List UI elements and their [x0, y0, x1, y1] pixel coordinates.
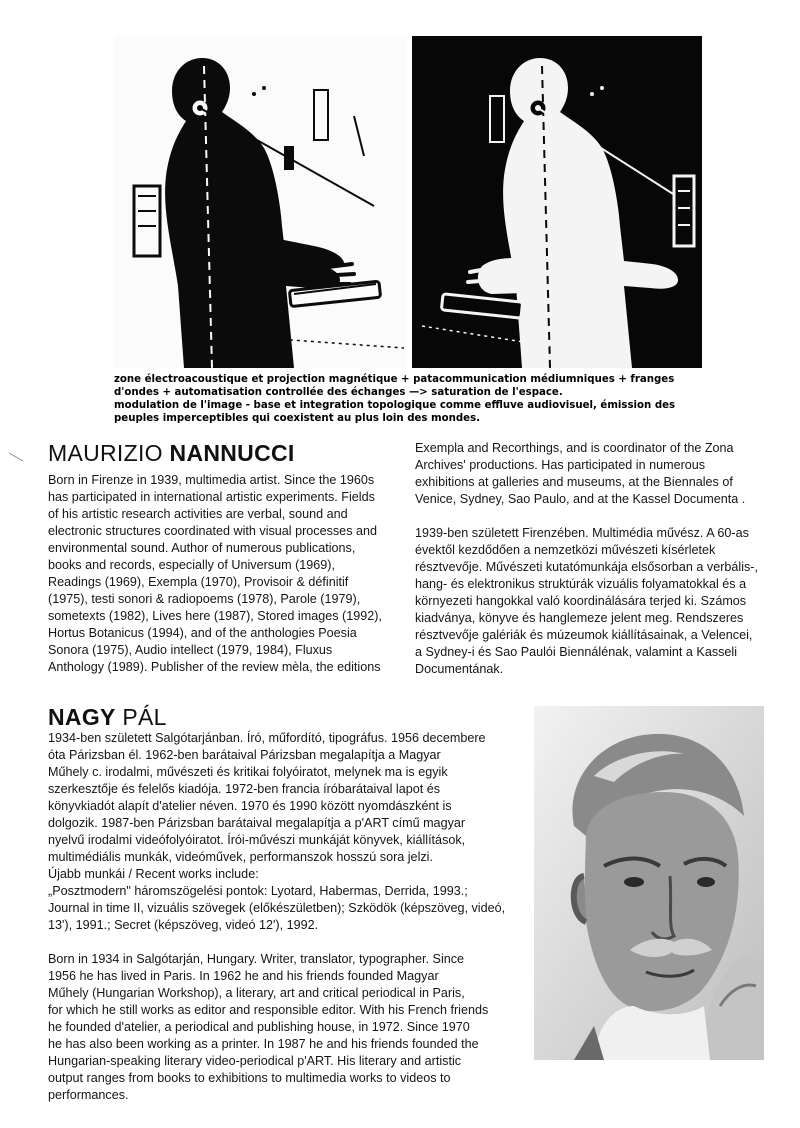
artwork-right-image [412, 36, 702, 368]
bio-line-hu: Documentának. [415, 662, 504, 676]
bio-line-hu: környezeti hangokkal való koordinálására terjed ki. Számos [415, 594, 747, 608]
figure-silhouette-black [114, 36, 406, 368]
bio-line: Anthology (1989). Publisher of the review mèla, the editions [48, 660, 381, 674]
nannucci-first-name: MAURIZIO [48, 440, 163, 466]
bio-line-en: he founded d'atelier, a periodical and publishing house, in 1972. Since 1970 [48, 1020, 470, 1034]
bio-line-hu: évektől kezdődően a nemzetközi művészeti kísérletek [415, 543, 716, 557]
bio-line: Hortus Botanicus (1994), and of the anthologies Poesia [48, 626, 357, 640]
bio-line: Born in Firenze in 1939, multimedia artist. Since the 1960s [48, 473, 375, 487]
caption-line: modulation de l'image - base et integration topologique comme effluve audiovisuel, émission des [114, 400, 676, 411]
bio-line: Sonora (1975), Audio intellect (1979, 1984), Fluxus [48, 643, 333, 657]
bio-line-hu: multimédiális munkák, videóművek, performanszok hosszú sora jelzi. [48, 850, 433, 864]
bio-line-hu: Műhely c. irodalmi, művészeti és kritikai folyóiratot, melynek ma is egyik [48, 765, 448, 779]
bio-line-en: Born in 1934 in Salgótarján, Hungary. Writer, translator, typographer. Since [48, 952, 465, 966]
nagy-bio [48, 730, 528, 1104]
bio-line-en: 1956 he has lived in Paris. In 1962 he and his friends founded Magyar [48, 969, 439, 983]
bio-line-hu: a Sydney-i és Sao Paulói Biennálénak, valamint a Kasseli [415, 645, 738, 659]
bio-line: Readings (1969), Exempla (1970), Provisoir & définitif [48, 575, 349, 589]
caption-line: d'ondes + automatisation controllée des échanges —> saturation de l'espace. [114, 387, 563, 398]
bio-line-en: Műhely (Hungarian Workshop), a literary, art and critical periodical in Paris, [48, 986, 465, 1000]
bio-line-hu: nyelvű irodalmi videófolyóiratot. Írói-művészi munkáját könyvek, kiállítások, [48, 833, 466, 847]
pencil-mark [8, 452, 24, 462]
bio-line-hu: szerkesztője és felelős kiadója. 1972-ben francia íróbarátaival lapot és [48, 782, 441, 796]
nannucci-last-name: NANNUCCI [169, 440, 295, 466]
works-heading: Újabb munkái / Recent works include: [48, 867, 259, 881]
bio-line-en: output ranges from books to exhibitions to multimedia works to videos to [48, 1071, 451, 1085]
bio-line: of his artistic research activities are verbal, sound and [48, 507, 348, 521]
bio-line: Exempla and Recorthings, and is coordinator of the Zona [415, 441, 734, 455]
portrait-image [534, 706, 764, 1060]
works-line: 13'), 1991.; Secret (képszöveg, videó 12'), 1992. [48, 918, 319, 932]
bio-line-hu: hang- és elektronikus struktúrák vizuális folyamatokkal és a [415, 577, 747, 591]
bio-line-en: for which he still works as editor and responsible editor. With his French friends [48, 1003, 489, 1017]
bio-line-hu: dolgozik. 1987-ben Párizsban barátaival megalapítja a p'ART című magyar [48, 816, 466, 830]
bio-line-hu: résztvevője galériák és múzeumok kiállításainak, a Velencei, [415, 628, 753, 642]
bio-line: exhibitions at galleries and museums, at the Biennales of [415, 475, 733, 489]
bio-line: environmental sound. Author of numerous publications, [48, 541, 356, 555]
bio-line-hu: résztvevője. Művészeti kutatómunkája elsősorban a verbális-, [415, 560, 758, 574]
bio-line: Archives' productions. Has participated in numerous [415, 458, 706, 472]
bio-line-hu: óta Párizsban él. 1962-ben barátaival Párizsban megalapítja a Magyar [48, 748, 441, 762]
bio-line-hu: 1939-ben született Firenzében. Multimédia művész. A 60-as [415, 526, 749, 540]
bio-line-en: Hungarian-speaking literary video-periodical p'ART. His literary and artistic [48, 1054, 462, 1068]
bio-line-hu: kiadványa, könyve és hanglemeze jelent meg. Rendszeres [415, 611, 744, 625]
figure-silhouette-white [412, 36, 702, 368]
bio-line: has participated in international artistic experiments. Fields [48, 490, 375, 504]
artwork-left-image [114, 36, 406, 368]
bio-line: sometexts (1982), Lives here (1987), Stored images (1992), [48, 609, 382, 623]
bio-line-hu: könyvkiadót alapít d'atelier néven. 1970 és 1990 között nyomdászként is [48, 799, 452, 813]
works-line: Journal in time II, vizuális szövegek (előkészületben); Szködök (képszöveg, videó, [48, 901, 506, 915]
bio-line-en: performances. [48, 1088, 129, 1102]
nagy-last-name: NAGY [48, 704, 116, 730]
nagy-first-name: PÁL [122, 704, 167, 730]
bio-line-hu: 1934-ben született Salgótarjánban. Író, műfordító, tipográfus. 1956 decembere [48, 731, 486, 745]
caption-line: peuples imperceptibles qui coexistent au plus loin des mondes. [114, 413, 481, 424]
bio-line: (1975), testi sonori & radiopoems (1978), Parole (1979), [48, 592, 361, 606]
bio-line: Venice, Sydney, Sao Paulo, and at the Kassel Documenta . [415, 492, 746, 506]
nagy-heading [48, 704, 167, 730]
bio-line: electronic structures coordinated with visual processes and [48, 524, 377, 538]
bio-line-en: he has also been working as a printer. In 1987 he and his friends founded the [48, 1037, 479, 1051]
bio-line: books and records, especially of Universum (1969), [48, 558, 335, 572]
artwork-caption [114, 373, 714, 425]
caption-line: zone électroacoustique et projection magnétique + patacommunication médiumniques + franges [114, 374, 675, 385]
nannucci-heading [48, 440, 295, 466]
works-line: „Posztmodern" háromszögelési pontok: Lyotard, Habermas, Derrida, 1993.; [48, 884, 468, 898]
nannucci-bio-continued [415, 440, 785, 678]
nannucci-bio-en [48, 472, 408, 676]
nagy-portrait-photo [534, 706, 764, 1060]
